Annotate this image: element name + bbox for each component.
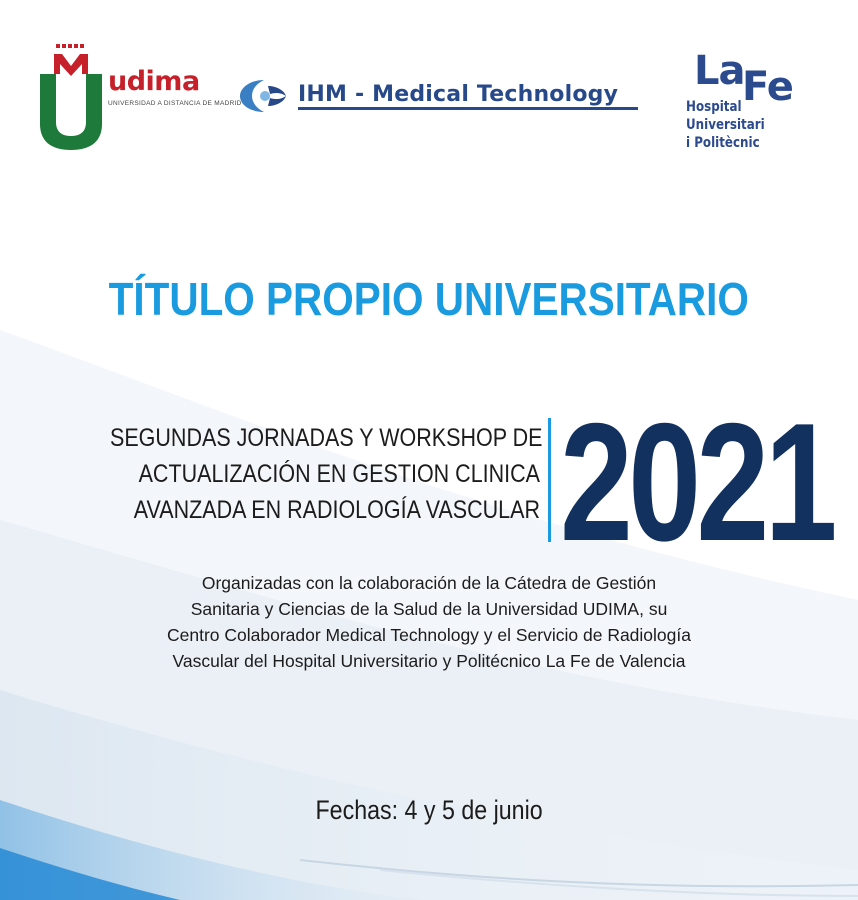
lafe-line-1: Hospital xyxy=(686,99,742,115)
event-dates xyxy=(0,795,858,826)
event-name xyxy=(40,420,543,528)
event-line-1: SEGUNDAS JORNADAS Y WORKSHOP DE xyxy=(110,424,543,452)
lafe-fe-text: Fe xyxy=(742,64,793,110)
event-year xyxy=(560,388,858,576)
event-dates-text: Fechas: 4 y 5 de junio xyxy=(315,795,543,825)
main-title-text: TÍTULO PROPIO UNIVERSITARIO xyxy=(108,273,750,325)
organizers-line-4: Vascular del Hospital Universitario y Politécnico La Fe de Valencia xyxy=(172,651,686,671)
udima-tagline: UNIVERSIDAD A DISTANCIA DE MADRID xyxy=(108,100,242,107)
lafe-line-3: i Politècnic xyxy=(686,135,760,151)
lafe-hospital-name xyxy=(686,98,806,152)
event-line-2: ACTUALIZACIÓN EN GESTION CLINICA xyxy=(138,460,540,488)
event-year-text: 2021 xyxy=(560,388,833,576)
organizers-line-2: Sanitaria y Ciencias de la Salud de la Universidad UDIMA, su xyxy=(190,599,668,619)
lafe-la-text: La xyxy=(694,48,745,94)
event-line-3: AVANZADA EN RADIOLOGÍA VASCULAR xyxy=(133,496,540,524)
lafe-logo xyxy=(684,48,814,163)
ihm-logo xyxy=(238,76,648,120)
ihm-underline xyxy=(298,107,638,110)
udima-u-icon xyxy=(40,44,102,150)
lafe-line-2: Universitari xyxy=(686,117,765,133)
organizers-line-3: Centro Colaborador Medical Technology y el Servicio de Radiología xyxy=(166,625,691,645)
organizers-line-1: Organizadas con la colaboración de la Cátedra de Gestión xyxy=(201,573,657,593)
main-title xyxy=(0,272,858,326)
udima-logo xyxy=(40,44,242,154)
udima-wordmark: udima xyxy=(108,66,200,97)
ihm-wordmark: IHM - Medical Technology xyxy=(298,82,619,107)
vertical-divider xyxy=(548,418,551,542)
organizers-paragraph xyxy=(0,570,858,674)
ihm-swirl-icon xyxy=(238,78,288,114)
